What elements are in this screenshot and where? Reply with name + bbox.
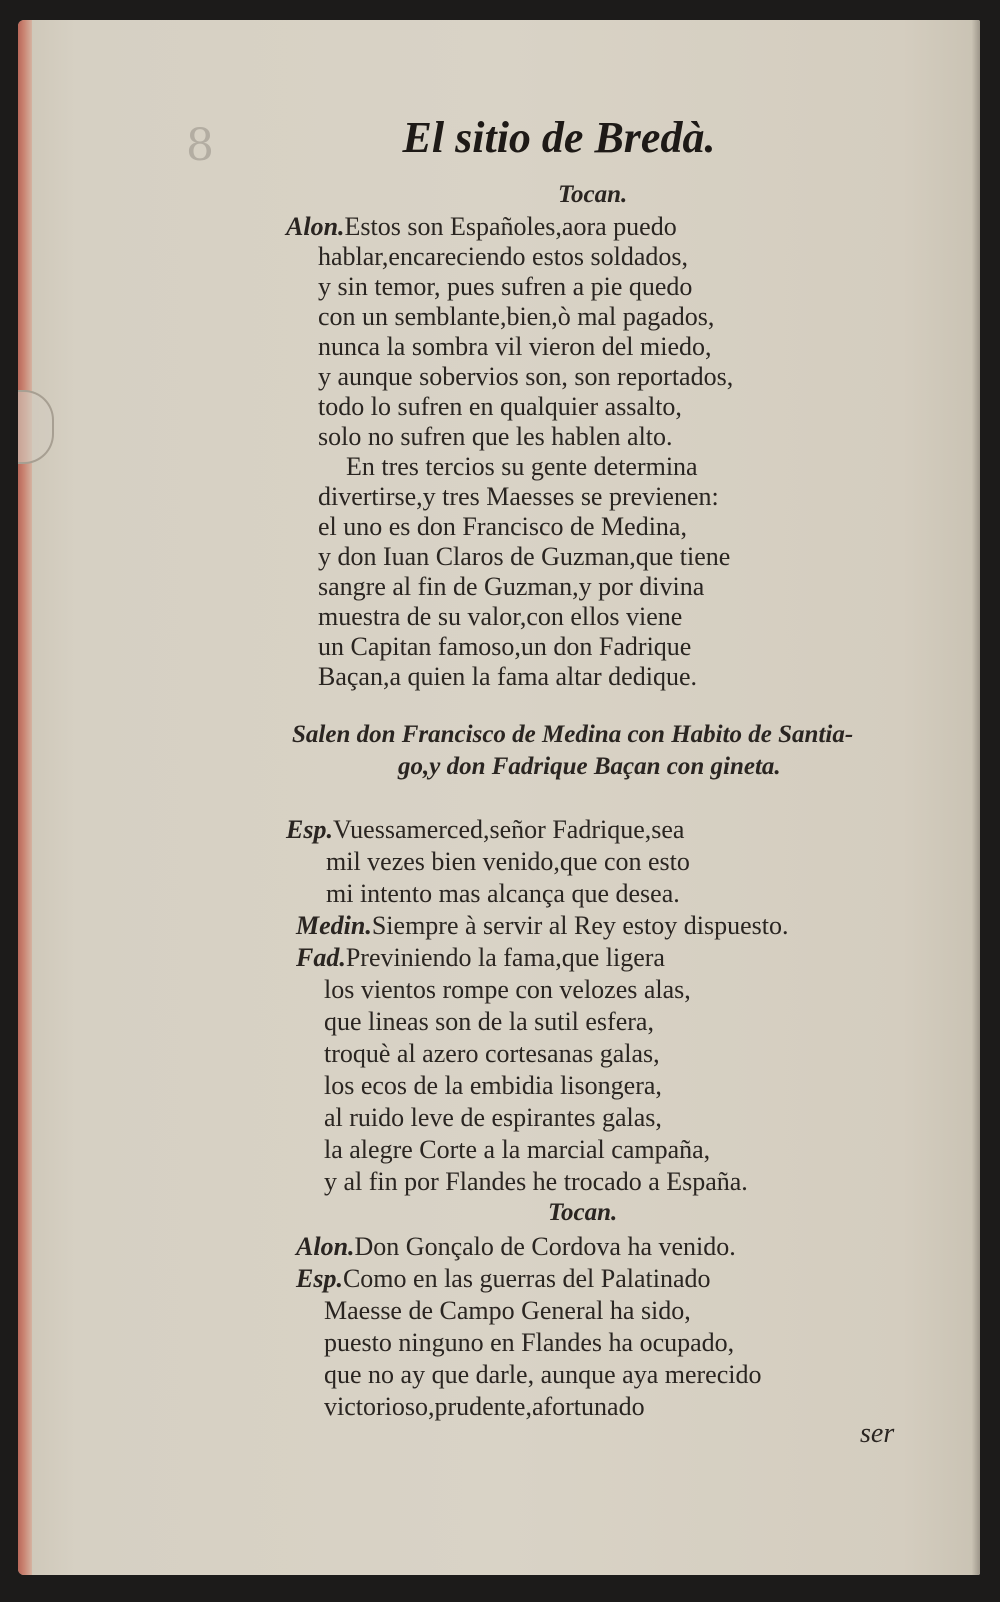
verse-line: y al fin por Flandes he trocado a España. [324,1167,748,1196]
verse-text-span: Previniendo la fama,que ligera [345,943,665,972]
verse-line: nunca la sombra vil vieron del miedo, [318,332,712,361]
catchword: ser [860,1418,895,1449]
verse-line: al ruido leve de espirantes galas, [324,1103,662,1132]
verse-line: En tres tercios su gente determina [346,452,698,481]
verse-line [296,943,665,973]
verse-line: puesto ninguno en Flandes ha ocupado, [324,1328,735,1357]
verse-line [296,911,788,941]
verse-line: Maesse de Campo General ha sido, [324,1296,691,1325]
stage-direction-tocan-2: Tocan. [548,1199,618,1226]
book-page [18,20,980,1575]
verse-line: troquè al azero cortesanas galas, [324,1039,660,1068]
verse-line [286,815,684,845]
verse-text [18,20,980,1575]
speaker-label: Medin. [296,911,372,940]
verse-line [296,1232,736,1262]
verse-line: hablar,encareciendo estos soldados, [318,242,689,271]
verse-text-span: Siempre à servir al Rey estoy dispuesto. [371,911,789,940]
stage-direction-salen-line-1: Salen don Francisco de Medina con Habito de Santia- [292,721,854,748]
verse-line: y sin temor, pues sufren a pie quedo [318,272,693,301]
verse-line: divertirse,y tres Maesses se previenen: [318,482,719,511]
verse-line [296,1264,711,1294]
verse-line: todo lo sufren en qualquier assalto, [318,392,682,421]
verse-line: y aunque sobervios son, son reportados, [318,362,734,391]
verse-line: muestra de su valor,con ellos viene [318,602,683,631]
speaker-label: Alon. [296,1232,355,1261]
speaker-label: Esp. [296,1264,343,1293]
verse-line: que no ay que darle, aunque aya merecido [324,1360,762,1389]
speaker-label: Esp. [286,815,333,844]
verse-line: sangre al fin de Guzman,y por divina [318,572,705,601]
verse-line: Baçan,a quien la fama altar dedique. [318,662,697,691]
verse-line: la alegre Corte a la marcial campaña, [324,1135,711,1164]
speaker-label: Alon. [286,212,345,241]
speaker-label: Fad. [296,943,346,972]
verse-line: mi intento mas alcança que desea. [326,879,680,908]
verse-text-span: Vuessamerced,señor Fadrique,sea [332,815,685,844]
verse-line: un Capitan famoso,un don Fadrique [318,632,692,661]
stage-direction-tocan-1: Tocan. [558,181,628,208]
verse-line: que lineas son de la sutil esfera, [324,1007,654,1036]
verse-text-span: Don Gonçalo de Cordova ha venido. [354,1232,736,1261]
verse-line: con un semblante,bien,ò mal pagados, [318,302,715,331]
verse-line: y don Iuan Claros de Guzman,que tiene [318,542,731,571]
verse-text-span: Como en las guerras del Palatinado [342,1264,711,1293]
verse-text-span: Estos son Españoles,aora puedo [344,212,677,241]
verse-line: los vientos rompe con velozes alas, [324,975,691,1004]
stage-direction-salen-line-2: go,y don Fadrique Baçan con gineta. [398,753,781,780]
verse-line: victorioso,prudente,afortunado [324,1392,645,1421]
verse-line [286,212,677,242]
running-head-title: El sitio de Bredà. [402,113,716,162]
bleed-through-page-number: 8 [186,120,216,171]
verse-line: el uno es don Francisco de Medina, [318,512,687,541]
verse-line: los ecos de la embidia lisongera, [324,1071,662,1100]
verse-line: solo no sufren que les hablen alto. [318,422,673,451]
verse-line: mil vezes bien venido,que con esto [326,847,690,876]
